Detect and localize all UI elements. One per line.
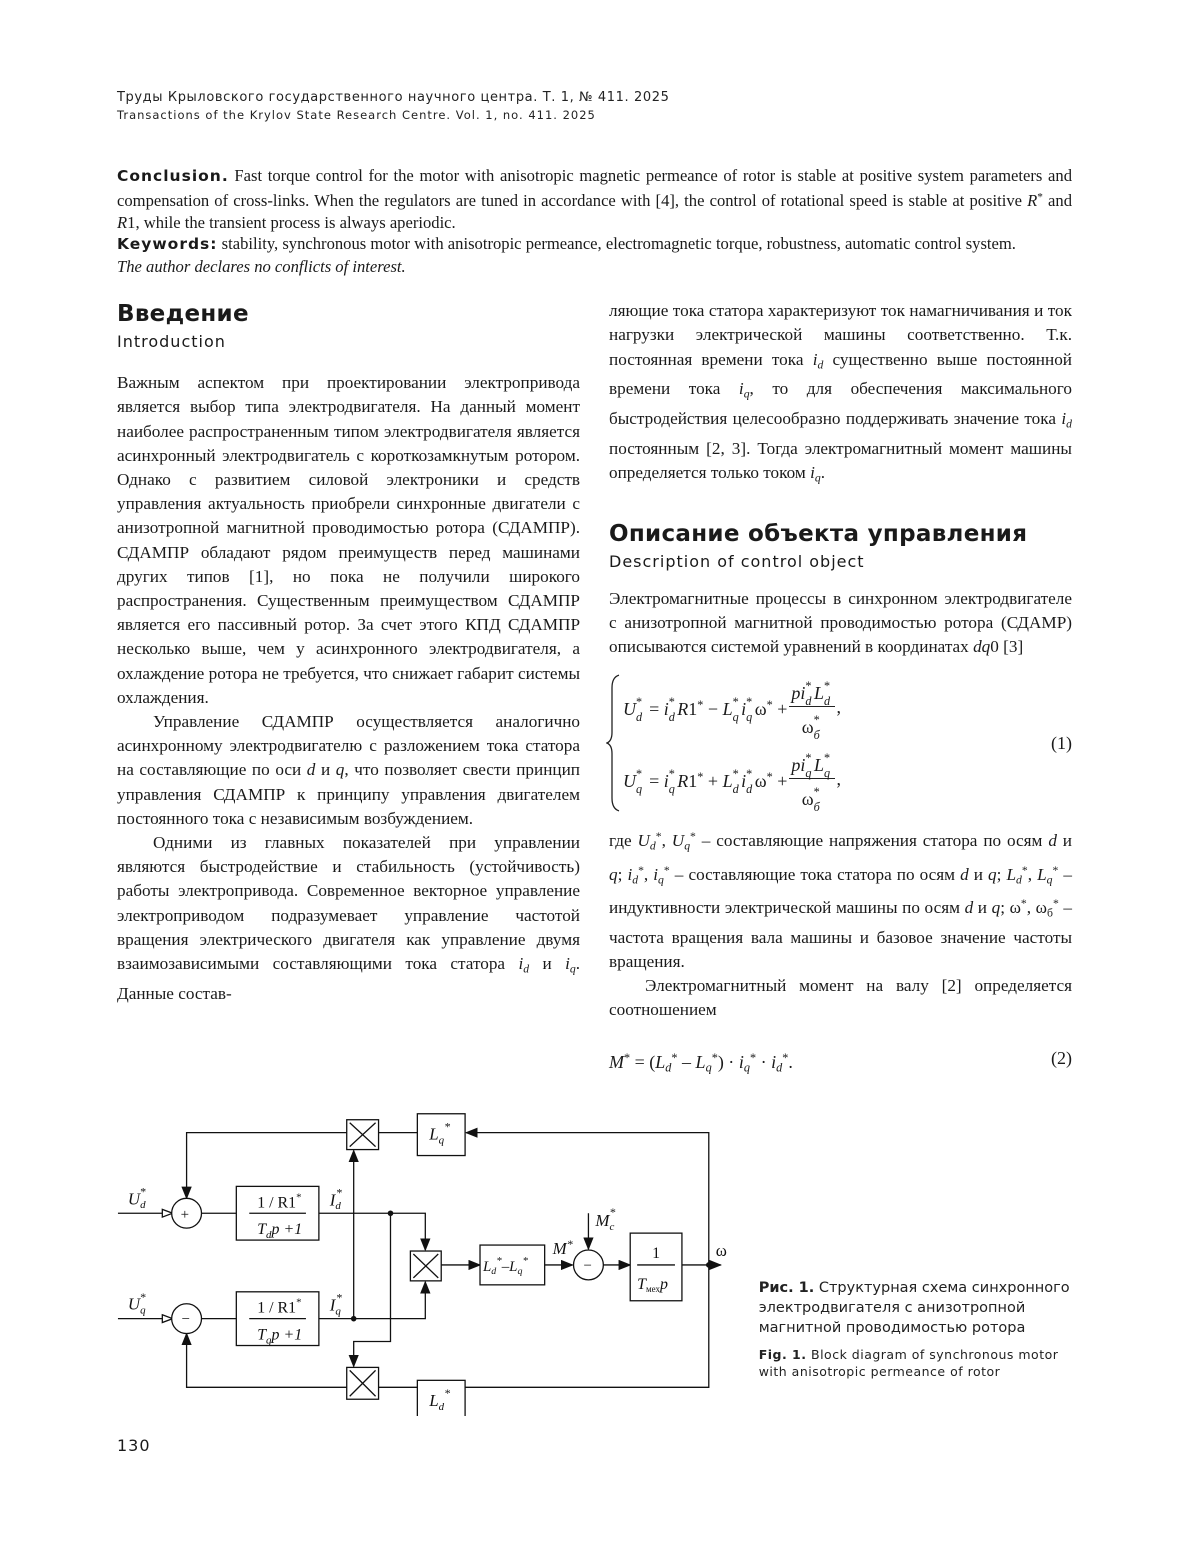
- superscript: *: [669, 690, 675, 714]
- sup-sub: [669, 775, 678, 787]
- text-segment: *: [671, 1051, 677, 1065]
- text-segment: существенно выше постоянной времени тока: [609, 350, 1072, 399]
- text-segment: ω: [755, 771, 767, 791]
- equation-1: [609, 671, 1072, 815]
- sup-sub: [669, 703, 678, 715]
- label-mc: Mc*: [594, 1206, 615, 1234]
- caption-text-ru: Структурная схема синхронного электродвигателя с анизотропной магнитной проводимостью ротора: [759, 1280, 1070, 1336]
- right-column: [609, 299, 1072, 1080]
- sup-sub: [824, 759, 833, 771]
- equation-2: [609, 1052, 793, 1072]
- text-segment: – частота вращения вала машины и базовое значение частоты вращения.: [609, 898, 1072, 971]
- text-segment: .: [821, 463, 825, 482]
- superscript: *: [636, 690, 642, 714]
- text-segment: d: [523, 963, 529, 976]
- text-segment: *: [697, 770, 703, 784]
- text-segment: i: [800, 755, 805, 775]
- superscript: *: [733, 690, 739, 714]
- text-segment: i: [739, 1052, 744, 1072]
- subscript: d: [669, 705, 675, 729]
- text-segment: d: [307, 760, 316, 779]
- mech-denominator: Tмехp: [637, 1276, 668, 1294]
- text-segment: и: [315, 760, 335, 779]
- text-segment: q: [815, 471, 821, 484]
- text-segment: – составляющие тока статора по осям: [670, 865, 960, 884]
- superscript: *: [814, 708, 820, 732]
- subscript: d: [746, 777, 752, 801]
- text-segment: 1: [688, 699, 697, 719]
- superscript: *: [814, 780, 820, 804]
- conclusion-text: [117, 166, 1072, 232]
- text-segment: ·: [756, 1052, 771, 1072]
- text-segment: .: [788, 1052, 793, 1072]
- text-segment: L: [723, 771, 733, 791]
- figure-captions: [759, 1278, 1072, 1380]
- text-segment: d: [1048, 831, 1057, 850]
- subscript: q: [733, 705, 739, 729]
- eq-comma: ,: [837, 695, 842, 719]
- text-segment: , то для обеспечения максимального быстродействия целесообразно поддерживать значение тока: [609, 379, 1072, 428]
- text-segment: ω: [755, 699, 767, 719]
- caption-text-en: Block diagram of synchronous motor with anisotropic permeance of rotor: [759, 1347, 1059, 1379]
- subscript: б: [814, 795, 820, 819]
- text-segment: p: [791, 755, 800, 775]
- text-segment: *: [1053, 864, 1059, 877]
- label-ld-minus-lq: Ld*–Lq*: [482, 1255, 528, 1277]
- text-segment: +: [773, 771, 788, 791]
- tf-numerator-q: 1 / R1*: [257, 1297, 301, 1317]
- caption-label-en: Fig. 1.: [759, 1347, 807, 1362]
- sup-sub: [824, 687, 833, 699]
- fraction: [789, 747, 834, 811]
- text-segment: U: [672, 831, 684, 850]
- sup-sub: [805, 759, 814, 771]
- text-segment: –: [678, 1052, 696, 1072]
- text-segment: ;: [997, 865, 1007, 884]
- text-segment: *: [750, 1051, 756, 1065]
- subscript: q: [805, 761, 811, 785]
- text-segment: ; ω: [1000, 898, 1021, 917]
- text-segment: постоянным [2, 3]. Тогда электромагнитный момент машины определяется только током: [609, 439, 1072, 482]
- text-segment: ,: [644, 865, 653, 884]
- label-iq: Iq*: [329, 1291, 342, 1318]
- text-segment: L: [1037, 865, 1047, 884]
- text-segment: i: [800, 683, 805, 703]
- equation-1-line-2: [623, 743, 1072, 815]
- text-segment: U: [623, 771, 636, 791]
- text-segment: q: [992, 898, 1001, 917]
- text-segment: d: [817, 358, 823, 371]
- abstract-conclusion: [117, 165, 1072, 233]
- text-segment: L: [696, 1052, 706, 1072]
- text-segment: *: [690, 830, 696, 843]
- text-segment: U: [623, 699, 636, 719]
- text-segment: q: [336, 760, 345, 779]
- text-segment: *: [638, 864, 644, 877]
- text-segment: i: [741, 771, 746, 791]
- text-segment: *: [1021, 897, 1027, 910]
- label-ld: Ld*: [428, 1387, 450, 1414]
- text-segment: q: [609, 865, 618, 884]
- text-segment: q: [570, 963, 576, 976]
- text-segment: U: [637, 831, 649, 850]
- text-segment: Электромагнитные процессы в синхронном электродвигателе с анизотропной магнитной проводимостью ротора (СДАМР) описываются системой уравнений в координатах: [609, 589, 1072, 656]
- text-segment: d: [665, 1060, 671, 1074]
- journal-header-en: Transactions of the Krylov State Research Centre. Vol. 1, no. 411. 2025: [117, 107, 1072, 123]
- text-segment: ω: [802, 717, 814, 737]
- page: [117, 89, 1072, 1455]
- text-segment: =: [645, 771, 664, 791]
- superscript: *: [746, 690, 752, 714]
- text-segment: i: [739, 379, 744, 398]
- text-segment: *: [656, 830, 662, 843]
- text-segment: i: [813, 350, 818, 369]
- block-diagram: [110, 1096, 727, 1416]
- conclusion-label: Conclusion.: [117, 167, 229, 185]
- text-segment: Fast torque control for the motor with anisotropic magnetic permeance of rotor is stable at positive system parameters and compensation of cross-links. When the regulators are tuned in accordance with [4], the control of rotational speed is stable at positive: [117, 166, 1072, 210]
- sup-sub: [805, 687, 814, 699]
- text-segment: q: [744, 388, 750, 401]
- text-segment: *: [1037, 192, 1043, 204]
- text-segment: – индуктивности электрической машины по осям: [609, 865, 1072, 918]
- figure-caption-ru: [759, 1278, 1072, 1338]
- text-segment: i: [653, 865, 658, 884]
- text-segment: ,: [1028, 865, 1037, 884]
- superscript: *: [733, 762, 739, 786]
- text-segment: q: [744, 1060, 750, 1074]
- section-subtitle-object: Description of control object: [609, 551, 1072, 573]
- text-segment: d: [1066, 417, 1072, 430]
- text-segment: i: [664, 771, 669, 791]
- equation-number-1: (1): [1051, 731, 1072, 755]
- text-segment: *: [712, 1051, 718, 1065]
- text-segment: ;: [618, 865, 628, 884]
- text-segment: ω: [802, 789, 814, 809]
- text-segment: i: [518, 954, 523, 973]
- subscript: d: [824, 689, 830, 713]
- journal-header-ru: Труды Крыловского государственного научного центра. Т. 1, № 411. 2025: [117, 89, 1072, 107]
- eq-comma: ,: [837, 767, 842, 791]
- paragraph: [117, 831, 580, 1006]
- text-segment: i: [1061, 409, 1066, 428]
- sup-sub: [636, 775, 645, 787]
- sup-sub: [814, 721, 823, 733]
- paragraph: [609, 299, 1072, 490]
- abstract-keywords: [117, 233, 1072, 256]
- text-segment: ,: [662, 831, 672, 850]
- label-ud: Ud*: [128, 1185, 146, 1212]
- text-segment: =: [645, 699, 664, 719]
- text-segment: , что позволяет свести принцип управления СДАМПР к принципу управления двигателем постоянного тока с независимым возбуждением.: [117, 760, 580, 827]
- text-segment: и: [973, 898, 991, 917]
- figure-caption-en: [759, 1346, 1072, 1380]
- text-segment: d: [632, 873, 638, 886]
- label-id: Id*: [329, 1186, 342, 1213]
- text-segment: and: [1043, 191, 1072, 210]
- caption-label-ru: Рис. 1.: [759, 1280, 815, 1296]
- subscript: q: [746, 705, 752, 729]
- superscript: *: [824, 746, 830, 770]
- label-omega: ω: [716, 1241, 727, 1260]
- text-segment: *: [664, 864, 670, 877]
- tf-numerator-d: 1 / R1*: [257, 1192, 301, 1212]
- subscript: d: [733, 777, 739, 801]
- text-segment: ляющие тока статора характеризуют ток намагничивания и ток нагрузки электрической машины соответственно. Т.к. постоянная времени тока: [609, 301, 1072, 368]
- text-segment: d: [650, 840, 656, 853]
- minus-sign: −: [583, 1258, 591, 1274]
- text-segment: *: [782, 1051, 788, 1065]
- paragraph: [117, 710, 580, 831]
- sup-sub: [733, 775, 742, 787]
- text-segment: 0 [3]: [990, 637, 1023, 656]
- sup-sub: [746, 775, 755, 787]
- equation-number-2: (2): [1051, 1045, 1072, 1071]
- paragraph: [609, 825, 1072, 974]
- page-number: 130: [117, 1436, 1072, 1455]
- label-lq: Lq*: [428, 1120, 450, 1147]
- subscript: d: [805, 689, 811, 713]
- text-segment: p: [791, 683, 800, 703]
- superscript: *: [824, 674, 830, 698]
- superscript: *: [805, 746, 811, 770]
- superscript: *: [746, 762, 752, 786]
- text-segment: dq: [973, 637, 990, 656]
- sup-sub: [814, 793, 823, 805]
- text-segment: *: [767, 770, 773, 784]
- section-title-object: Описание объекта управления: [609, 519, 1072, 549]
- text-segment: d: [960, 865, 969, 884]
- text-segment: q: [658, 873, 664, 886]
- keywords-text: stability, synchronous motor with anisotropic permeance, electromagnetic torque, robustness, automatic control system.: [222, 234, 1016, 253]
- text-segment: i: [741, 699, 746, 719]
- numerator: [789, 747, 834, 779]
- subscript: б: [814, 723, 820, 747]
- text-segment: Управление СДАМПР осуществляется аналогично асинхронному электродвигателю с разложением тока статора на составляющие по оси: [117, 712, 580, 779]
- eq-terms: [623, 693, 787, 721]
- text-segment: i: [565, 954, 570, 973]
- superscript: *: [636, 762, 642, 786]
- sup-sub: [636, 703, 645, 715]
- paragraph: [117, 371, 580, 710]
- text-segment: i: [810, 463, 815, 482]
- text-segment: R: [1027, 191, 1037, 210]
- text-segment: d: [776, 1060, 782, 1074]
- subscript: q: [824, 761, 830, 785]
- text-segment: i: [627, 865, 632, 884]
- subscript: q: [669, 777, 675, 801]
- text-segment: q: [684, 840, 690, 853]
- text-segment: q: [988, 865, 997, 884]
- paragraph: [609, 587, 1072, 660]
- text-segment: *: [624, 1051, 630, 1065]
- superscript: *: [669, 762, 675, 786]
- multiply-icons: [249, 1123, 675, 1397]
- minus-sign: −: [182, 1312, 190, 1328]
- text-segment: d: [965, 898, 974, 917]
- text-segment: Важным аспектом при проектировании электропривода является выбор типа электродвигателя. На данный момент наиболее распространенным типом электродвигателя является асинхронный электродвигатель с короткозамкнутым ротором. Однако с развитием силовой электроники и средств управления актуальность приобрели синхронные двигатели с анизотропной магнитной проводимостью ротора (СДАМПР). СДАМПР обладают рядом преимуществ перед машинами других типов [1], но пока не получили широкого распространения. Существенным преимуществом СДАМПР является его пассивный ротор. За счет этого КПД СДАМПР несколько выше, чем у асинхронного электродвигателя, а охлаждение ротора не требуется, что снижает габарит системы охлаждения.: [117, 373, 580, 707]
- text-segment: +: [703, 771, 722, 791]
- text-segment: L: [655, 1052, 665, 1072]
- text-segment: *: [1053, 897, 1059, 910]
- text-segment: −: [703, 699, 722, 719]
- label-m: M*: [552, 1237, 573, 1258]
- text-segment: . Данные состав-: [117, 954, 580, 1003]
- text-segment: *: [697, 698, 703, 712]
- section-subtitle-intro: Introduction: [117, 331, 580, 353]
- text-segment: R: [117, 213, 127, 232]
- two-column-body: [117, 299, 1072, 1080]
- text-segment: – составляющие напряжения статора по осям: [696, 831, 1048, 850]
- text-segment: M: [609, 1052, 624, 1072]
- text-segment: *: [1022, 864, 1028, 877]
- paragraph: [609, 974, 1072, 1022]
- mech-numerator: 1: [652, 1245, 660, 1262]
- text-segment: R: [677, 699, 688, 719]
- subscript: d: [636, 705, 642, 729]
- section-title-intro: Введение: [117, 299, 580, 329]
- text-segment: 1: [688, 771, 697, 791]
- fraction: [789, 675, 834, 739]
- tf-denominator-q: Tqp +1: [257, 1327, 302, 1347]
- text-segment: б: [1047, 907, 1053, 920]
- numerator: [789, 675, 834, 707]
- text-segment: *: [767, 698, 773, 712]
- text-segment: Одними из главных показателей при управлении являются быстродействие и стабильность (устойчивость) работы электропривода. Современное векторное управление электроприводом подразумевает управление частотой вращения электрического двигателя как управление двумя взаимозависимыми составляющими тока статора: [117, 833, 580, 973]
- text-segment: 1, while the transient process is always aperiodic.: [127, 213, 456, 232]
- text-segment: , ω: [1027, 898, 1047, 917]
- subscript: q: [636, 777, 642, 801]
- text-segment: i: [664, 699, 669, 719]
- left-column: [117, 299, 580, 1080]
- text-segment: q: [1047, 873, 1053, 886]
- keywords-label: Keywords:: [117, 235, 218, 253]
- sup-sub: [746, 703, 755, 715]
- text-segment: где: [609, 831, 637, 850]
- eq-terms: [623, 765, 787, 793]
- brace-icon: [606, 673, 622, 813]
- text-segment: и: [969, 865, 988, 884]
- text-segment: и: [529, 954, 565, 973]
- text-segment: L: [814, 755, 824, 775]
- text-segment: Электромагнитный момент на валу [2] определяется соотношением: [609, 976, 1072, 1019]
- tf-denominator-d: Tdp +1: [257, 1222, 302, 1242]
- text-segment: d: [1016, 873, 1022, 886]
- plus-sign: +: [181, 1208, 189, 1224]
- text-segment: i: [771, 1052, 776, 1072]
- text-segment: и: [1057, 831, 1072, 850]
- text-segment: = (: [630, 1052, 655, 1072]
- figure-1: [110, 1096, 1072, 1416]
- sup-sub: [733, 703, 742, 715]
- text-segment: L: [723, 699, 733, 719]
- text-segment: R: [677, 771, 688, 791]
- text-segment: +: [773, 699, 788, 719]
- text-segment: L: [814, 683, 824, 703]
- text-segment: q: [706, 1060, 712, 1074]
- conflicts-statement: The author declares no conflicts of interest.: [117, 256, 1072, 278]
- label-uq: Uq*: [128, 1290, 146, 1317]
- text-segment: ) ·: [718, 1052, 739, 1072]
- equation-1-line-1: [623, 671, 1072, 743]
- equation-2-row: [609, 1045, 1072, 1081]
- text-segment: L: [1006, 865, 1016, 884]
- superscript: *: [805, 674, 811, 698]
